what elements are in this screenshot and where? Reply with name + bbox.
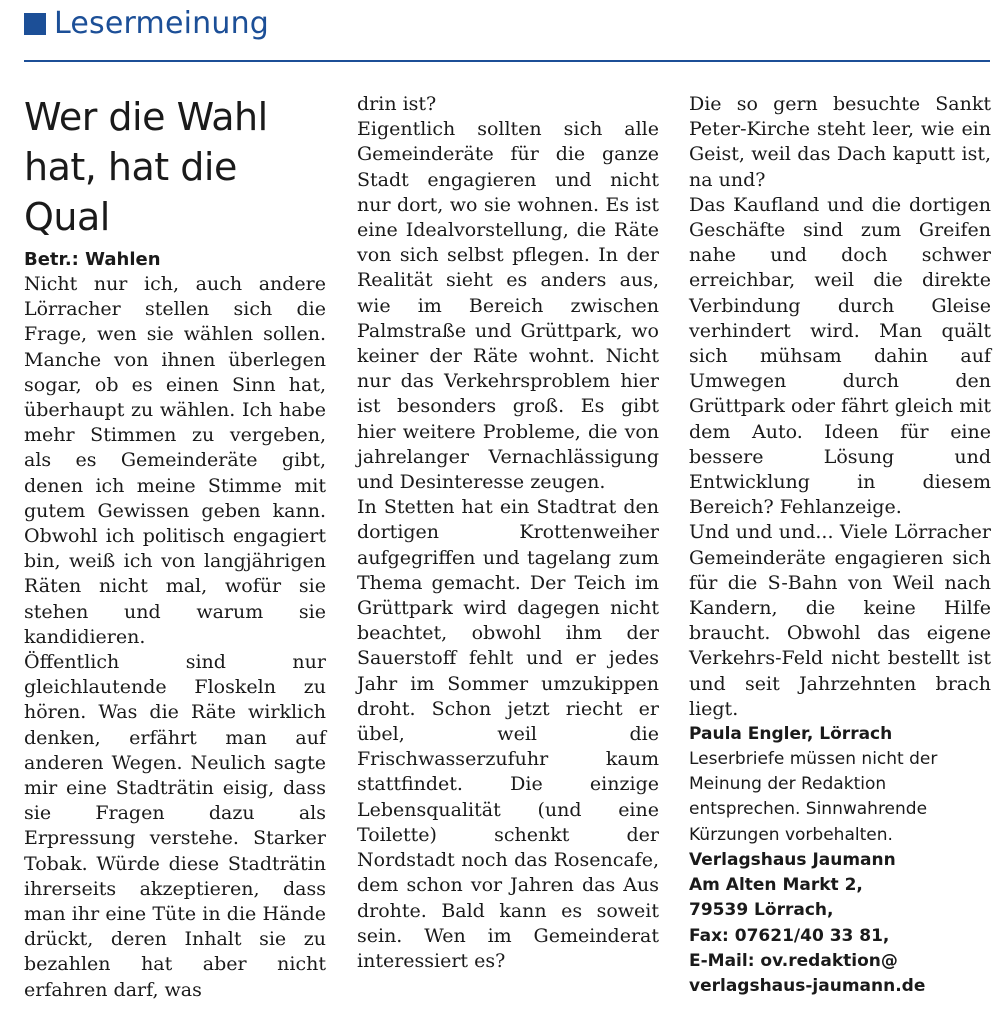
column-1	[24, 92, 326, 1003]
article-paragraph: Die so gern besuchte Sankt Peter-Kirche steht leer, wie ein Geist, weil das Dach kaputt ist, na und?	[689, 93, 991, 191]
publisher-email-line2: verlagshaus-jaumann.de	[689, 975, 926, 996]
section-label: Lesermeinung	[54, 6, 270, 41]
header-divider	[24, 60, 990, 62]
publisher-fax: Fax: 07621/40 33 81,	[689, 925, 890, 946]
article-subject: Betr.: Wahlen	[24, 249, 161, 270]
column-3	[689, 92, 991, 999]
section-square-icon	[24, 13, 46, 35]
article-author: Paula Engler, Lörrach	[689, 724, 893, 745]
article-paragraph: Eigentlich sollten sich alle Gemeinderäte für die ganze Stadt engagieren und nicht nur dort, wo sie wohnen. Es ist eine Idealvorstellung, die Räte von sich selbst pflegen. In der Realität sieht es anders aus, wie im Bereich zwischen Palmstraße und Grüttpark, wo keiner der Räte wohnt. Nicht nur das Verkehrsproblem hier ist besonders groß. Es gibt hier weitere Probleme, die von jahrelanger Vernachlässigung und Desinteresse zeugen.	[357, 118, 659, 494]
article-paragraph: In Stetten hat ein Stadtrat den dortigen Krottenweiher aufgegriffen und tagelang zum Thema gemacht. Der Teich im Grüttpark wird dagegen nicht beachtet, obwohl ihm der Sauerstoff fehlt und er jedes Jahr im Sommer umzukippen droht. Schon jetzt riecht er übel, weil die Frischwasserzufuhr kaum stattfindet. Die einzige Lebensqualität (und eine Toilette) schenkt der Nordstadt noch das Rosencafe, dem schon vor Jahren das Aus drohte. Bald kann es soweit sein. Wen im Gemeinderat interessiert es?	[357, 496, 659, 972]
editorial-disclaimer: Leserbriefe müssen nicht der Meinung der Redaktion entsprechen. Sinnwahrende Kürzungen vorbehalten.	[689, 749, 938, 845]
article-paragraph: Öffentlich sind nur gleichlautende Floskeln zu hören. Was die Räte wirklich denken, erfährt man auf anderen Wegen. Neulich sagte mir eine Stadträtin eisig, dass sie Fragen dazu als Erpressung verstehe. Starker Tobak. Würde diese Stadträtin ihrerseits akzeptieren, dass man ihr eine Tüte in die Hände drückt, deren Inhalt sie zu bezahlen hat aber nicht erfahren darf, was	[24, 651, 326, 1001]
publisher-city: 79539 Lörrach,	[689, 900, 834, 921]
publisher-name: Verlagshaus Jaumann	[689, 849, 896, 870]
article-headline: Wer die Wahl hat, hat die Qual	[24, 95, 268, 239]
column-2	[357, 92, 659, 974]
article-paragraph: Das Kaufland und die dortigen Geschäfte sind zum Greifen nahe und doch schwer erreichbar, weil die direkte Verbindung durch Gleise verhindert wird. Man quält sich mühsam dahin auf Umwegen durch den Grüttpark oder fährt gleich mit dem Auto. Ideen für eine bessere Lösung und Entwicklung in diesem Bereich? Fehlanzeige.	[689, 193, 991, 519]
publisher-email-line1: E-Mail: ov.redaktion@	[689, 950, 898, 971]
article-paragraph: Nicht nur ich, auch andere Lörracher stellen sich die Frage, wen sie wählen sollen. Manche von ihnen überlegen sogar, ob es einen Sinn hat, überhaupt zu wählen. Ich habe mehr Stimmen zu vergeben, als es Gemeinderäte gibt, denen ich meine Stimme mit gutem Gewissen geben kann. Obwohl ich politisch engagiert bin, weiß ich von langjährigen Räten nicht mal, wofür sie stehen und warum sie kandidieren.	[24, 273, 326, 648]
article-paragraph: drin ist?	[357, 93, 437, 115]
article-paragraph: Und und und... Viele Lörracher Gemeinderäte engagieren sich für die S-Bahn von Weil nach Kandern, die keine Hilfe braucht. Obwohl das eigene Verkehrs-Feld nicht bestellt ist und seit Jahrzehnten brach liegt.	[689, 521, 991, 720]
publisher-contact	[689, 848, 991, 999]
section-header	[24, 6, 269, 41]
publisher-street: Am Alten Markt 2,	[689, 875, 863, 896]
